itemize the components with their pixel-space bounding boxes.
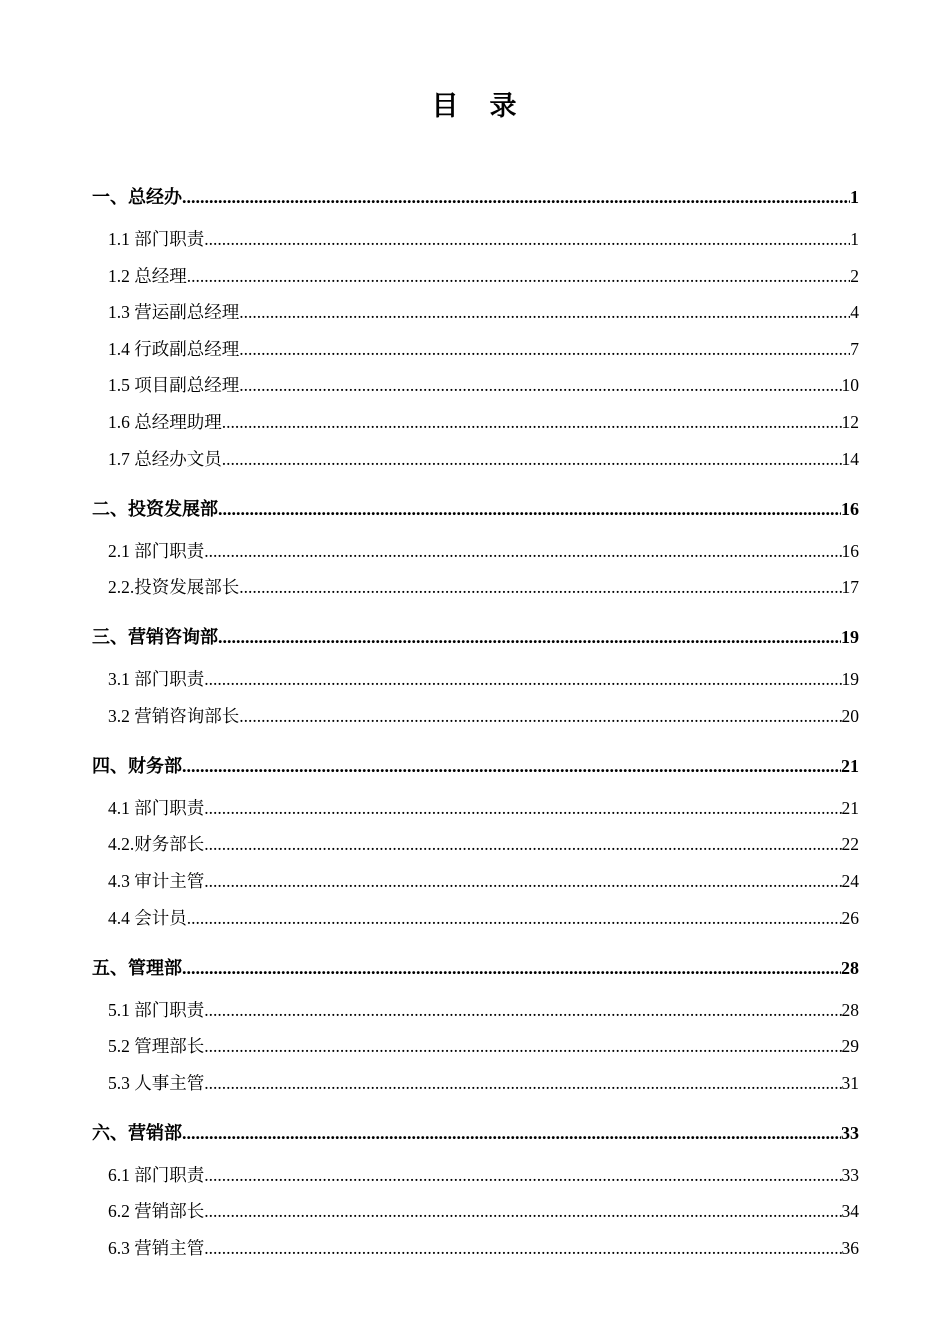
toc-item[interactable] — [92, 995, 859, 1032]
dot-leader — [239, 370, 841, 400]
toc-item-label: 1.7 总经办文员 — [108, 448, 222, 469]
toc-item-label: 1.5 项目副总经理 — [108, 375, 240, 396]
toc-item-label: 5.1 部门职责 — [108, 999, 205, 1020]
dot-leader — [182, 178, 850, 216]
dot-leader — [204, 1068, 841, 1098]
toc-item-label: 3.2 营销咨询部长 — [108, 705, 240, 726]
toc-page-number: 4 — [850, 302, 859, 323]
dot-leader — [239, 701, 841, 731]
toc-item-label: 6.2 营销部长 — [108, 1201, 205, 1222]
toc-section-label: 三、营销咨询部 — [92, 627, 218, 648]
toc-page-number: 16 — [841, 540, 859, 561]
dot-leader — [204, 1233, 841, 1263]
toc-item[interactable] — [92, 370, 859, 407]
toc-section-label: 一、总经办 — [92, 187, 182, 207]
toc-page-number: 31 — [841, 1072, 859, 1093]
dot-leader — [204, 829, 841, 859]
toc-item[interactable] — [92, 334, 859, 371]
dot-leader — [204, 224, 850, 254]
dot-leader — [204, 866, 841, 896]
toc-page-number: 24 — [841, 870, 859, 891]
dot-leader — [204, 536, 841, 566]
toc-page-number: 28 — [841, 957, 859, 978]
dot-leader — [204, 1196, 841, 1226]
toc-item[interactable] — [92, 1068, 859, 1114]
dot-leader — [222, 407, 842, 437]
toc-page-number: 21 — [841, 755, 859, 776]
dot-leader — [182, 949, 841, 987]
dot-leader — [182, 1114, 841, 1152]
toc-item[interactable] — [92, 444, 859, 490]
dot-leader — [218, 618, 841, 656]
toc-item[interactable] — [92, 261, 859, 298]
toc-item-label: 4.4 会计员 — [108, 907, 187, 928]
toc-page-number: 34 — [841, 1201, 859, 1222]
toc-page-number: 28 — [841, 999, 859, 1020]
toc-page-number: 22 — [841, 834, 859, 855]
toc-page-number: 19 — [841, 669, 859, 690]
dot-leader — [239, 572, 841, 602]
toc-item-label: 2.2.投资发展部长 — [108, 577, 240, 598]
toc-page-number: 19 — [841, 627, 859, 648]
toc-page-number: 29 — [841, 1036, 859, 1057]
toc-page-number: 21 — [841, 797, 859, 818]
toc-item-label: 1.4 行政副总经理 — [108, 338, 240, 359]
toc-item-label: 1.3 营运副总经理 — [108, 302, 240, 323]
toc-page-number: 2 — [850, 265, 859, 286]
toc-item[interactable] — [92, 224, 859, 261]
dot-leader — [204, 1031, 841, 1061]
toc-section[interactable] — [92, 490, 859, 536]
toc-item-label: 4.2.财务部长 — [108, 834, 205, 855]
toc-item[interactable] — [92, 1233, 859, 1270]
toc-item[interactable] — [92, 1160, 859, 1197]
toc-section[interactable] — [92, 747, 859, 793]
toc-page-number: 16 — [841, 498, 859, 519]
toc-page-number: 33 — [841, 1164, 859, 1185]
toc-item[interactable] — [92, 407, 859, 444]
toc-page-number: 1 — [850, 229, 859, 249]
toc-item[interactable] — [92, 866, 859, 903]
toc-item[interactable] — [92, 1031, 859, 1068]
toc-section[interactable] — [92, 178, 859, 224]
toc-item-label: 6.3 营销主管 — [108, 1237, 205, 1258]
dot-leader — [204, 664, 841, 694]
toc-page-number: 12 — [841, 411, 859, 432]
dot-leader — [187, 903, 842, 933]
toc-page-number: 20 — [841, 705, 859, 726]
toc-item-label: 5.3 人事主管 — [108, 1072, 205, 1093]
toc-item[interactable] — [92, 664, 859, 701]
toc-page-number: 14 — [841, 448, 859, 469]
toc-item-label: 5.2 管理部长 — [108, 1036, 205, 1057]
toc-page-number: 33 — [841, 1122, 859, 1143]
toc-item[interactable] — [92, 701, 859, 747]
toc-item[interactable] — [92, 536, 859, 573]
toc-item-label: 3.1 部门职责 — [108, 669, 205, 690]
toc-item-label: 4.3 审计主管 — [108, 870, 205, 891]
toc-item-label: 2.1 部门职责 — [108, 540, 205, 561]
dot-leader — [187, 261, 851, 291]
toc-section[interactable] — [92, 1114, 859, 1160]
toc-item[interactable] — [92, 903, 859, 949]
dot-leader — [204, 995, 841, 1025]
table-of-contents — [92, 178, 859, 1270]
toc-page-number: 10 — [841, 375, 859, 396]
dot-leader — [239, 297, 850, 327]
toc-page-number: 7 — [850, 338, 859, 359]
toc-page-number: 1 — [850, 187, 859, 207]
toc-page-number: 17 — [841, 577, 859, 598]
toc-item-label: 1.2 总经理 — [108, 265, 187, 286]
toc-item-label: 1.6 总经理助理 — [108, 411, 222, 432]
dot-leader — [204, 793, 841, 823]
dot-leader — [218, 490, 841, 528]
dot-leader — [182, 747, 841, 785]
toc-item[interactable] — [92, 1196, 859, 1233]
toc-page-number: 36 — [841, 1237, 859, 1258]
dot-leader — [222, 444, 842, 474]
toc-section-label: 五、管理部 — [92, 957, 182, 978]
toc-section-label: 二、投资发展部 — [92, 498, 218, 519]
toc-item-label: 4.1 部门职责 — [108, 797, 205, 818]
page-title: 目 录 — [431, 91, 519, 121]
toc-section[interactable] — [92, 618, 859, 664]
toc-section-label: 六、营销部 — [92, 1122, 182, 1143]
toc-item[interactable] — [92, 793, 859, 830]
dot-leader — [204, 1160, 841, 1190]
dot-leader — [239, 334, 850, 364]
toc-section-label: 四、财务部 — [92, 755, 182, 776]
toc-item[interactable] — [92, 572, 859, 618]
toc-item-label: 6.1 部门职责 — [108, 1164, 205, 1185]
toc-section[interactable] — [92, 949, 859, 995]
toc-item[interactable] — [92, 297, 859, 334]
toc-item[interactable] — [92, 829, 859, 866]
toc-item-label: 1.1 部门职责 — [108, 229, 205, 249]
toc-page-number: 26 — [841, 907, 859, 928]
